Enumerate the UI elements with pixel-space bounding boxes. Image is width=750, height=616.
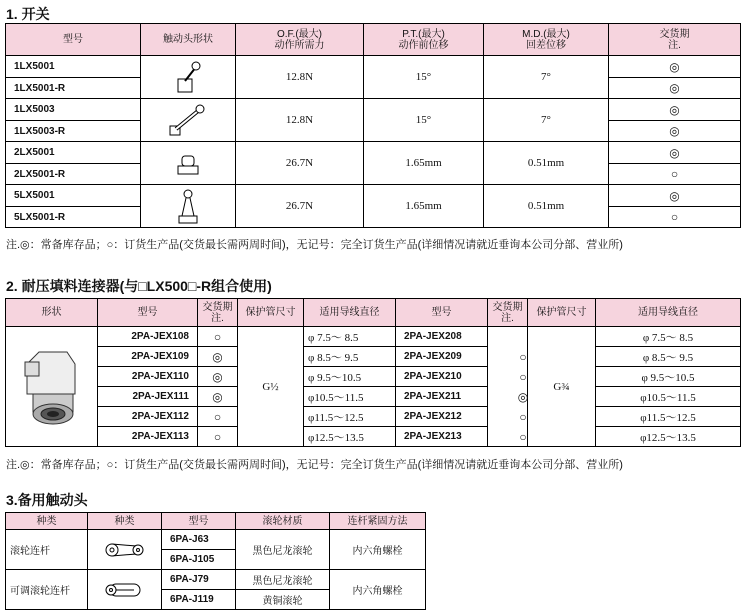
left-wire: φ 9.5～10.5 bbox=[304, 367, 396, 387]
left-model: 2PA-JEX109 bbox=[98, 347, 198, 367]
pt-value: 1.65mm bbox=[364, 185, 484, 228]
header-shape: 触动头形状 bbox=[141, 24, 236, 56]
delivery-mark: ◎ bbox=[609, 56, 741, 78]
right-mark: ○ bbox=[519, 350, 527, 364]
of-value: 12.8N bbox=[236, 56, 364, 99]
section-2-note: 注.◎：常备库存品；○：订货生产品(交货最长需两周时间)，无记号：完全订货生产品(详细情况请就近垂询本公司分部、营业所) bbox=[6, 459, 623, 471]
of-value: 26.7N bbox=[236, 142, 364, 185]
left-model: 2PA-JEX112 bbox=[98, 407, 198, 427]
left-mark: ○ bbox=[198, 427, 238, 447]
right-model: 2PA-JEX210 bbox=[396, 367, 488, 387]
delivery-mark: ◎ bbox=[609, 78, 741, 99]
delivery-mark: ◎ bbox=[609, 142, 741, 164]
delivery-mark: ○ bbox=[609, 164, 741, 185]
header-model: 型号 bbox=[396, 299, 488, 327]
header-model: 型号 bbox=[162, 513, 236, 530]
left-mark: ○ bbox=[198, 407, 238, 427]
header-wire: 适用导线直径 bbox=[596, 299, 741, 327]
left-wire: φ 7.5～ 8.5 bbox=[304, 327, 396, 347]
header-model: 型号 bbox=[6, 24, 141, 56]
delivery-mark: ○ bbox=[609, 207, 741, 228]
switch-table bbox=[5, 23, 741, 228]
right-sleeve: G¾ bbox=[528, 327, 596, 447]
delivery-mark: ◎ bbox=[609, 99, 741, 121]
section-3-heading: 3.备用触动头 bbox=[6, 492, 88, 508]
right-mark: ◎ bbox=[517, 390, 529, 404]
right-model: 2PA-JEX211 bbox=[396, 387, 488, 407]
right-mark bbox=[503, 327, 543, 347]
delivery-mark: ◎ bbox=[609, 121, 741, 142]
material-cell: 黑色尼龙滚轮 bbox=[236, 530, 330, 570]
left-model: 2PA-JEX113 bbox=[98, 427, 198, 447]
adjustable-roller-link-icon bbox=[88, 570, 162, 610]
header-kind-2: 种类 bbox=[88, 513, 162, 530]
model-cell: 6PA-J79 bbox=[162, 570, 236, 590]
right-wire: φ 8.5～ 9.5 bbox=[596, 347, 741, 367]
fix-cell: 内六角螺栓 bbox=[330, 570, 426, 610]
model-cell: 1LX5001 bbox=[6, 56, 141, 78]
roller-link-icon bbox=[88, 530, 162, 570]
right-wire: φ 7.5～ 8.5 bbox=[596, 327, 741, 347]
header-delivery: 交货期 注. bbox=[609, 24, 741, 56]
of-value: 12.8N bbox=[236, 99, 364, 142]
model-cell: 2LX5001-R bbox=[6, 164, 141, 185]
header-delivery: 交货期 注. bbox=[198, 299, 238, 327]
model-cell: 5LX5001 bbox=[6, 185, 141, 207]
model-cell: 6PA-J119 bbox=[162, 590, 236, 610]
adjustable-lever-icon bbox=[141, 99, 236, 142]
spare-actuator-table bbox=[5, 512, 426, 610]
header-md: M.D.(最大) 回差位移 bbox=[484, 24, 609, 56]
header-sleeve: 保护管尺寸 bbox=[238, 299, 304, 327]
md-value: 7° bbox=[484, 56, 609, 99]
kind-cell: 滚轮连杆 bbox=[6, 530, 88, 570]
header-fix: 连杆紧固方法 bbox=[330, 513, 426, 530]
left-wire: φ 8.5～ 9.5 bbox=[304, 347, 396, 367]
right-mark: ○ bbox=[519, 410, 527, 424]
model-cell: 6PA-J105 bbox=[162, 550, 236, 570]
left-mark: ◎ bbox=[198, 387, 238, 407]
header-model: 型号 bbox=[98, 299, 198, 327]
material-cell: 黄铜滚轮 bbox=[236, 590, 330, 610]
right-wire: φ 9.5～10.5 bbox=[596, 367, 741, 387]
right-wire: φ10.5～11.5 bbox=[596, 387, 741, 407]
right-model: 2PA-JEX209 bbox=[396, 347, 488, 367]
right-marks bbox=[503, 327, 543, 447]
pt-value: 15° bbox=[364, 56, 484, 99]
model-cell: 6PA-J63 bbox=[162, 530, 236, 550]
right-model: 2PA-JEX208 bbox=[396, 327, 488, 347]
section-1-heading: 1. 开关 bbox=[6, 6, 50, 22]
right-wire: φ11.5～12.5 bbox=[596, 407, 741, 427]
of-value: 26.7N bbox=[236, 185, 364, 228]
left-wire: φ12.5～13.5 bbox=[304, 427, 396, 447]
section-1-note: 注.◎：常备库存品；○：订货生产品(交货最长需两周时间)，无记号：完全订货生产品(详细情况请就近垂询本公司分部、营业所) bbox=[6, 239, 623, 251]
model-cell: 2LX5001 bbox=[6, 142, 141, 164]
right-mark: ○ bbox=[519, 370, 527, 384]
connector-icon bbox=[6, 327, 98, 447]
model-cell: 1LX5003 bbox=[6, 99, 141, 121]
header-shape: 形状 bbox=[6, 299, 98, 327]
pt-value: 15° bbox=[364, 99, 484, 142]
header-pt: P.T.(最大) 动作前位移 bbox=[364, 24, 484, 56]
header-delivery: 交货期 注. bbox=[488, 299, 528, 327]
header-kind: 种类 bbox=[6, 513, 88, 530]
right-wire: φ12.5～13.5 bbox=[596, 427, 741, 447]
right-model: 2PA-JEX212 bbox=[396, 407, 488, 427]
left-wire: φ10.5～11.5 bbox=[304, 387, 396, 407]
header-wire: 适用导线直径 bbox=[304, 299, 396, 327]
right-model: 2PA-JEX213 bbox=[396, 427, 488, 447]
wobble-plunger-icon bbox=[141, 185, 236, 228]
md-value: 7° bbox=[484, 99, 609, 142]
plunger-icon bbox=[141, 142, 236, 185]
kind-cell: 可调滚轮连杆 bbox=[6, 570, 88, 610]
left-mark: ○ bbox=[198, 327, 238, 347]
delivery-mark: ◎ bbox=[609, 185, 741, 207]
roller-lever-icon bbox=[141, 56, 236, 99]
section-2-heading: 2. 耐压填料连接器(与□LX500□-R组合使用) bbox=[6, 278, 272, 294]
left-mark: ◎ bbox=[198, 367, 238, 387]
right-mark: ○ bbox=[519, 430, 527, 444]
fix-cell: 内六角螺栓 bbox=[330, 530, 426, 570]
left-wire: φ11.5～12.5 bbox=[304, 407, 396, 427]
connector-table bbox=[5, 298, 741, 447]
model-cell: 1LX5003-R bbox=[6, 121, 141, 142]
model-cell: 5LX5001-R bbox=[6, 207, 141, 228]
md-value: 0.51mm bbox=[484, 185, 609, 228]
model-cell: 1LX5001-R bbox=[6, 78, 141, 99]
left-sleeve: G½ bbox=[238, 327, 304, 447]
header-of: O.F.(最大) 动作所需力 bbox=[236, 24, 364, 56]
material-cell: 黑色尼龙滚轮 bbox=[236, 570, 330, 590]
left-mark: ◎ bbox=[198, 347, 238, 367]
left-model: 2PA-JEX110 bbox=[98, 367, 198, 387]
left-model: 2PA-JEX108 bbox=[98, 327, 198, 347]
md-value: 0.51mm bbox=[484, 142, 609, 185]
header-material: 滚轮材质 bbox=[236, 513, 330, 530]
header-sleeve: 保护管尺寸 bbox=[528, 299, 596, 327]
pt-value: 1.65mm bbox=[364, 142, 484, 185]
left-model: 2PA-JEX111 bbox=[98, 387, 198, 407]
